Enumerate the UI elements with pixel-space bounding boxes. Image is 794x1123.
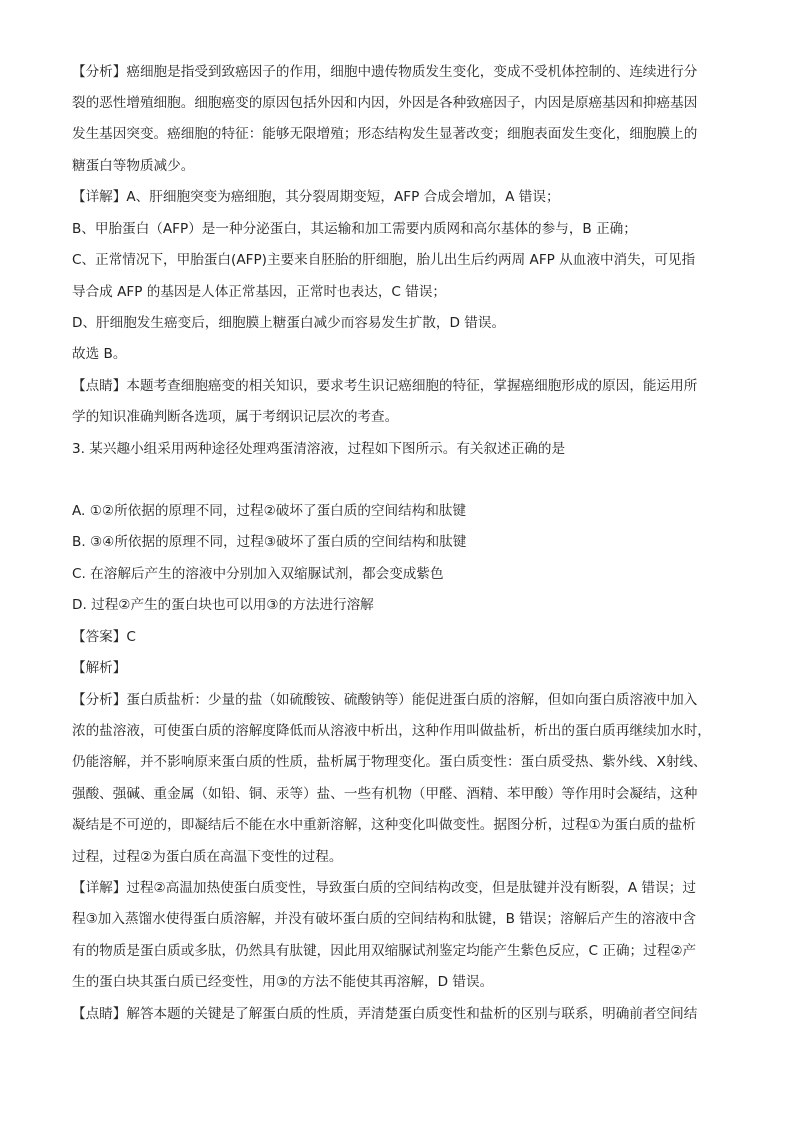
- q3-detail-line-3: 有的物质是蛋白质或多肽，仍然具有肽键，因此用双缩脲试剂鉴定均能产生紫色反应，C 正确；过程②产: [72, 943, 697, 959]
- option-b: B. ③④所依据的原理不同，过程③破坏了蛋白质的空间结构和肽键: [72, 534, 467, 550]
- detail-line-b: B、甲胎蛋白（AFP）是一种分泌蛋白，其运输和加工需要内质网和高尔基体的参与，B 正确；: [72, 221, 637, 237]
- q3-analysis-line-3: 仍能溶解，并不影响原来蛋白质的性质，盐析属于物理变化。蛋白质变性：蛋白质受热、紫外线、X射线、: [72, 754, 707, 770]
- detail-line-c1: C、正常情况下，甲胎蛋白(AFP)主要来自胚胎的肝细胞，胎儿出生后约两周 AFP 从血液中消失，可见指: [72, 252, 696, 268]
- q3-analysis-line-5: 凝结是不可逆的，即凝结后不能在水中重新溶解，这种变化叫做变性。据图分析，过程①为蛋白质的盐析: [72, 817, 696, 833]
- detail-line-d: D、肝细胞发生癌变后，细胞膜上糖蛋白减少而容易发生扩散，D 错误。: [72, 315, 506, 331]
- comment-line-2: 学的知识准确判断各选项，属于考纲识记层次的考查。: [72, 409, 399, 425]
- q3-analysis-line-1: 【分析】蛋白质盐析：少量的盐（如硫酸铵、硫酸钠等）能促进蛋白质的溶解，但如向蛋白质溶液中加入: [72, 692, 698, 708]
- option-d: D. 过程②产生的蛋白块也可以用③的方法进行溶解: [72, 597, 374, 613]
- q3-analysis-line-6: 过程，过程②为蛋白质在高温下变性的过程。: [72, 849, 343, 865]
- detail-line-a: 【详解】A、肝细胞突变为癌细胞，其分裂周期变短，AFP 合成会增加，A 错误；: [72, 189, 560, 205]
- comment-line-1: 【点睛】本题考查细胞癌变的相关知识，要求考生识记癌细胞的特征，掌握癌细胞形成的原因，能运用所: [72, 378, 698, 394]
- q3-comment-line-1: 【点睛】解答本题的关键是了解蛋白质的性质，弄清楚蛋白质变性和盐析的区别与联系，明确前者空间结: [72, 1006, 698, 1022]
- q3-detail-line-2: 程③加入蒸馏水使得蛋白质溶解，并没有破坏蛋白质的空间结构和肽键，B 错误；溶解后产生的溶液中含: [72, 911, 696, 927]
- analysis-line-1: 【分析】癌细胞是指受到致癌因子的作用，细胞中遗传物质发生变化，变成不受机体控制的、连续进行分: [72, 64, 698, 80]
- choice-line: 故选 B。: [72, 346, 127, 362]
- analysis-line-3: 发生基因突变。癌细胞的特征：能够无限增殖；形态结构发生显著改变；细胞表面发生变化，细胞膜上的: [72, 126, 698, 142]
- analysis-line-2: 裂的恶性增殖细胞。细胞癌变的原因包括外因和内因，外因是各种致癌因子，内因是原癌基因和抑癌基因: [72, 95, 698, 111]
- q3-analysis-line-2: 浓的盐溶液，可使蛋白质的溶解度降低而从溶液中析出，这种作用叫做盐析，析出的蛋白质再继续加水时，: [72, 723, 711, 739]
- detail-line-c2: 导合成 AFP 的基因是人体正常基因，正常时也表达，C 错误；: [72, 284, 447, 300]
- explanation-heading: 【解析】: [72, 660, 127, 676]
- q3-detail-line-4: 生的蛋白块其蛋白质已经变性，用③的方法不能使其再溶解，D 错误。: [72, 974, 494, 990]
- q3-detail-line-1: 【详解】过程②高温加热使蛋白质变性，导致蛋白质的空间结构改变，但是肽键并没有断裂，A 错误；过: [72, 880, 696, 896]
- option-c: C. 在溶解后产生的溶液中分别加入双缩脲试剂，都会变成紫色: [72, 566, 444, 582]
- analysis-line-4: 糖蛋白等物质减少。: [72, 158, 195, 174]
- q3-analysis-line-4: 强酸、强碱、重金属（如铅、铜、汞等）盐、一些有机物（甲醛、酒精、苯甲酸）等作用时会凝结，这种: [72, 786, 698, 802]
- option-a: A. ①②所依据的原理不同，过程②破坏了蛋白质的空间结构和肽键: [72, 503, 467, 519]
- answer-line: 【答案】C: [72, 629, 136, 645]
- question-3-stem: 3. 某兴趣小组采用两种途径处理鸡蛋清溶液，过程如下图所示。有关叙述正确的是: [72, 441, 566, 457]
